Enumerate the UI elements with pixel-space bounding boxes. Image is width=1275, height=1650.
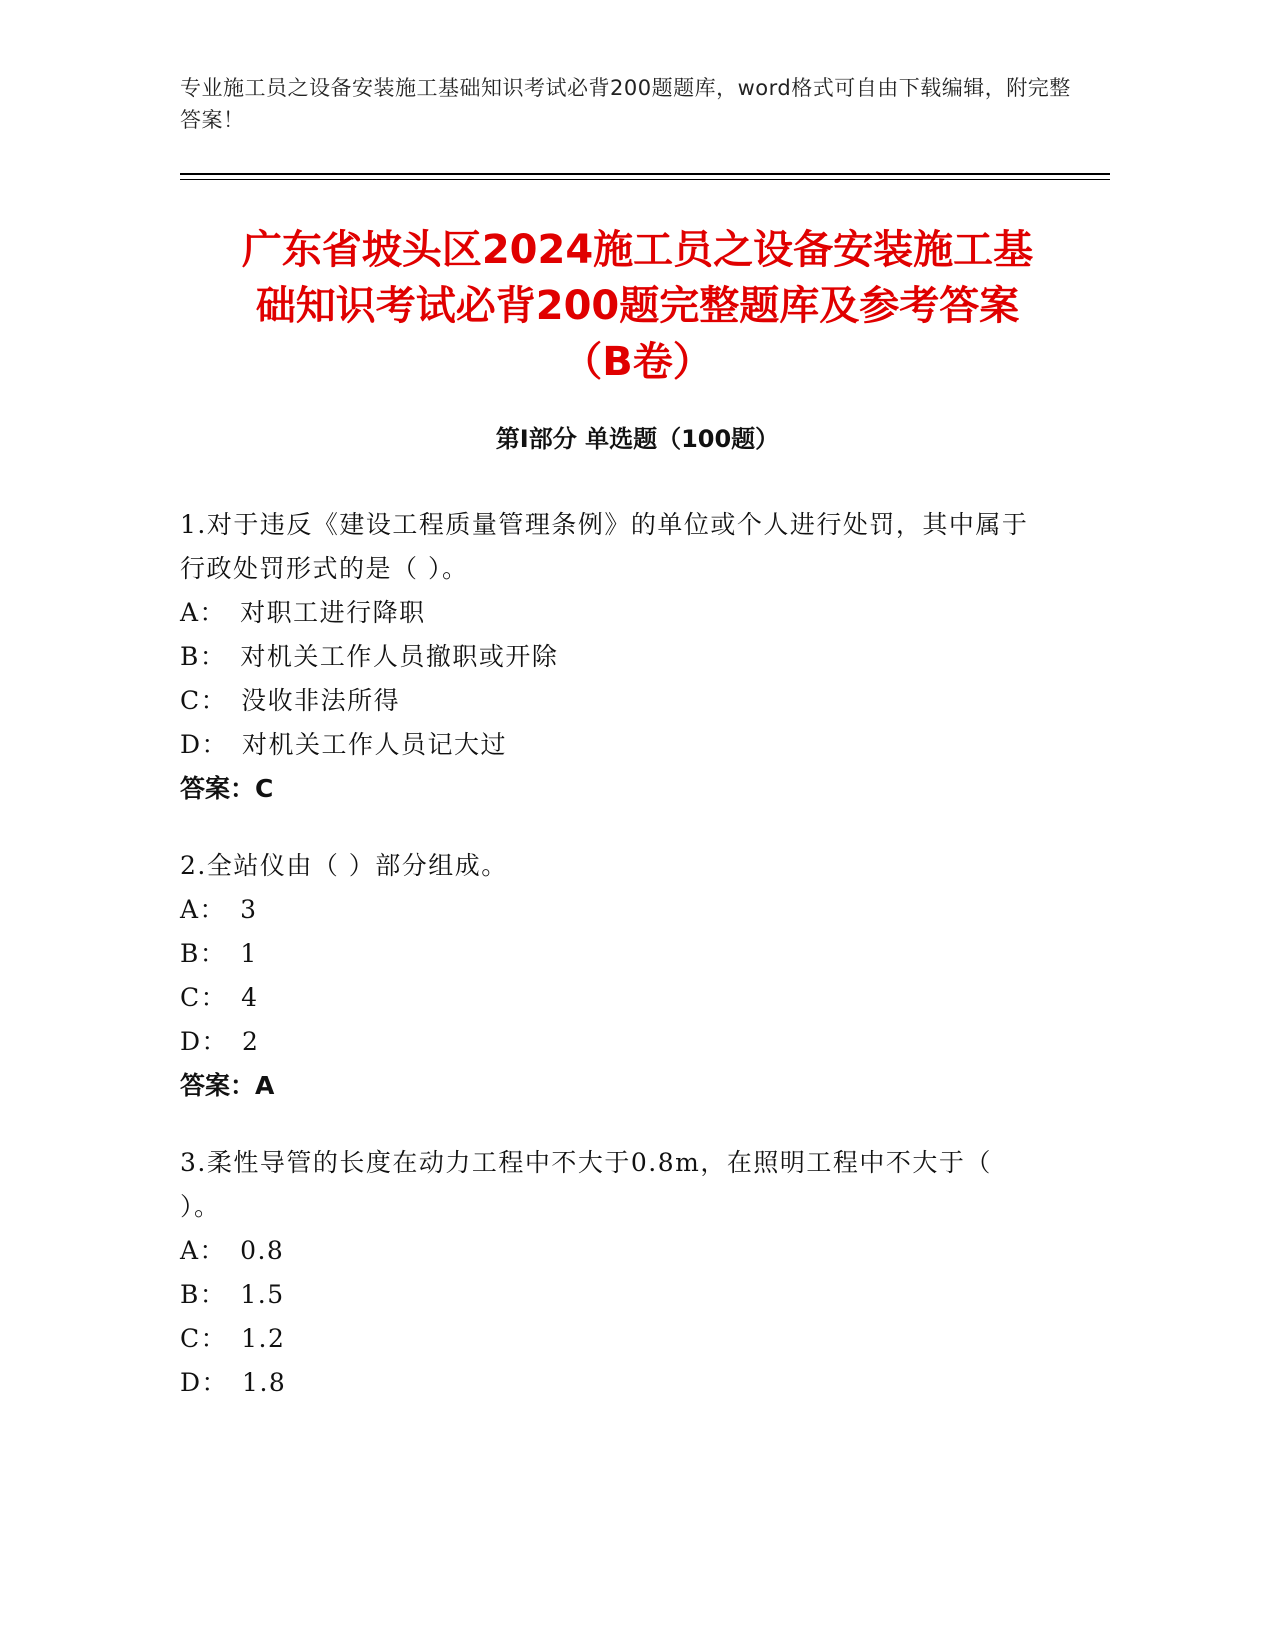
option-a	[180, 591, 1040, 635]
option-d	[180, 723, 1040, 767]
document-title	[150, 222, 1125, 390]
option-key: A：	[180, 895, 227, 924]
option-text: 1.2	[241, 1324, 286, 1353]
option-c	[180, 976, 1040, 1020]
option-text: 1	[240, 939, 258, 968]
option-key: B：	[180, 939, 227, 968]
option-key: A：	[180, 598, 227, 627]
option-text: 0.8	[240, 1236, 285, 1265]
option-b	[180, 635, 1040, 679]
question-list	[180, 503, 1040, 1438]
header-note: 专业施工员之设备安装施工基础知识考试必背200题题库，word格式可自由下载编辑，附完整答案！	[180, 76, 1071, 132]
question-item	[180, 503, 1040, 811]
option-text: 没收非法所得	[241, 686, 401, 715]
option-text: 1.8	[242, 1368, 287, 1397]
option-text: 对机关工作人员记大过	[242, 730, 508, 759]
option-text: 对职工进行降职	[240, 598, 426, 627]
option-key: A：	[180, 1236, 227, 1265]
header-rule-thick	[180, 173, 1110, 175]
option-c	[180, 679, 1040, 723]
option-key: B：	[180, 1280, 227, 1309]
title-line: 础知识考试必背200题完整题库及参考答案	[255, 283, 1020, 329]
option-text: 对机关工作人员撤职或开除	[240, 642, 559, 671]
answer-line: 答案：A	[180, 1071, 275, 1100]
header-rule-thin	[180, 179, 1110, 180]
option-c	[180, 1317, 1040, 1361]
title-line: 广东省坡头区2024施工员之设备安装施工基	[241, 227, 1034, 273]
option-key: C：	[180, 1324, 228, 1353]
option-key: D：	[180, 1027, 229, 1056]
option-b	[180, 932, 1040, 976]
section-heading: 第Ⅰ部分 单选题（100题）	[495, 425, 780, 453]
option-text: 4	[241, 983, 259, 1012]
option-b	[180, 1273, 1040, 1317]
question-stem: 2.全站仪由（ ）部分组成。	[180, 851, 508, 880]
option-key: D：	[180, 1368, 229, 1397]
question-stem: 3.柔性导管的长度在动力工程中不大于0.8m，在照明工程中不大于（ ）。	[180, 1148, 992, 1221]
option-a	[180, 1229, 1040, 1273]
option-key: B：	[180, 642, 227, 671]
option-text: 2	[242, 1027, 260, 1056]
answer-line: 答案：C	[180, 774, 274, 803]
option-text: 1.5	[240, 1280, 285, 1309]
option-text: 3	[240, 895, 258, 924]
option-key: D：	[180, 730, 229, 759]
question-stem: 1.对于违反《建设工程质量管理条例》的单位或个人进行处罚，其中属于行政处罚形式的是（ ）。	[180, 510, 1029, 583]
question-item	[180, 844, 1040, 1108]
option-d	[180, 1361, 1040, 1405]
option-a	[180, 888, 1040, 932]
question-item	[180, 1141, 1040, 1405]
option-d	[180, 1020, 1040, 1064]
option-key: C：	[180, 686, 228, 715]
option-key: C：	[180, 983, 228, 1012]
title-line: （B卷）	[562, 339, 713, 385]
